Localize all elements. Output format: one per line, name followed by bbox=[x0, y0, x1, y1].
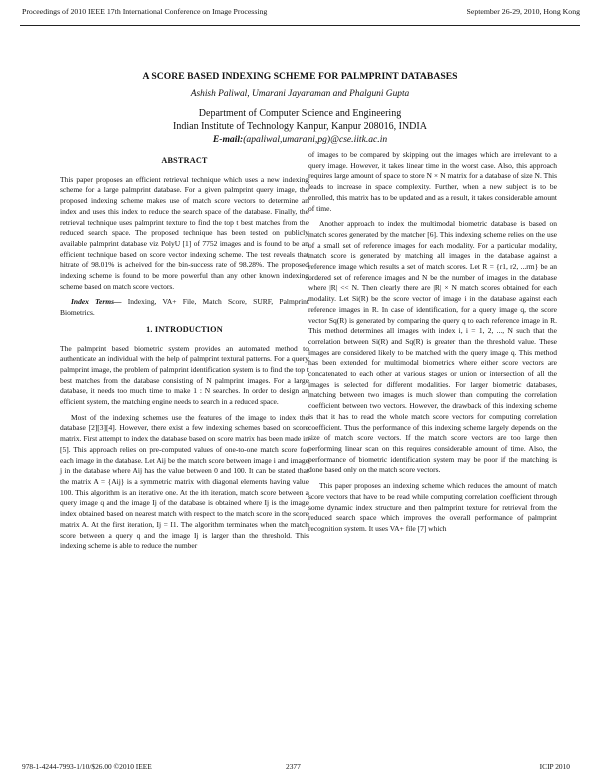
right-column bbox=[308, 150, 557, 540]
index-terms-label: Index Terms— bbox=[71, 297, 122, 307]
abstract-text: This paper proposes an efficient retrieval technique which uses a new indexing scheme for a large palmprint database. For a given palmprint query image, the proposed indexing scheme makes use of match score vectors to determine an index and uses this index to reduce the search space of the database. Finally, the retrieval technique uses palmprint texture to find the top t best matches from the reduced search space. The proposed technique has been tested on publicly available palmprint database viz PolyU [1] of 7752 images and is found to be an efficient technique based on score vector indexing scheme. The test reveals that hitrate of 98.01% is acheived for the bin-success rate of 98.28%. The proposed indexing scheme is found to be more powerful than any other known indexing scheme based on match score vectors. bbox=[60, 174, 309, 291]
abstract-heading: ABSTRACT bbox=[161, 156, 208, 165]
affiliation-institute: Indian Institute of Technology Kanpur, Kanpur 208016, INDIA bbox=[173, 121, 427, 132]
footer-page-number: 2377 bbox=[286, 762, 301, 771]
footer-copyright: 978-1-4244-7993-1/10/$26.00 ©2010 IEEE bbox=[22, 762, 152, 771]
email-line bbox=[0, 134, 600, 145]
affiliation-department: Department of Computer Science and Engineering bbox=[198, 108, 402, 119]
right-paragraph-1: of images to be compared by skipping out the images which are irrelevant to a query image. However, it takes linear time in the worst case. Also, this approach requires large amount of space to store N × N matrix for a database of size N. This leads to increase in space complexity. Further, when a new subject is to be enrolled, this matrix has to be updated and as a result, it takes considerable amount of time. bbox=[308, 150, 557, 213]
running-header-right: September 26-29, 2010, Hong Kong bbox=[466, 7, 580, 16]
author-list: Ashish Paliwal, Umarani Jayaraman and Phalguni Gupta bbox=[190, 89, 410, 99]
intro-paragraph-2: Most of the indexing schemes use the features of the image to index the database [2][3][4]. However, there exist a few indexing schemes based on score matrix. First attempt to index the database based on score matrix has been made in [5]. This approach relies on pre-computed values of one-to-one match score for each image in the database. Let Aij be the match score between image i and image j in the database where Aij has the value between 0 and 100. It can be stated that the matrix A = {Aij} is a symmetric matrix with diagonal elements having value 100. This algorithm is an iterative one. At the ith iteration, match score between a query image q and the image Ij of the database is obtained where Ij is the image index obtained based on nearest match with respect to the match score in the score matrix A. At the first iteration, Ij = I1. The algorithm terminates when the match score between a query q and the image Ij is larger than the threshold. This indexing scheme is able to reduce the number bbox=[60, 412, 309, 551]
running-header-left: Proceedings of 2010 IEEE 17th International Conference on Image Processing bbox=[22, 7, 268, 16]
intro-heading: 1. INTRODUCTION bbox=[146, 324, 223, 334]
index-terms-text: Indexing, VA+ File, Match Score, SURF, Palmprint Biometrics. bbox=[60, 297, 309, 318]
intro-paragraph-1: The palmprint based biometric system provides an automated method to authenticate an individual with the help of palmprint textural patterns. For a query palmprint image, the problem of palmprint identification system is to find the top t best matches from the database consisting of N palmprint images. For a large database, it needs too much time to make 1 : N searches. In order to design an efficient system, the matching engine needs to search in a reduced space. bbox=[60, 343, 309, 407]
footer-venue: ICIP 2010 bbox=[539, 762, 570, 771]
email-address: (apaliwal,umarani,pg)@cse.iitk.ac.in bbox=[243, 134, 388, 145]
left-column bbox=[60, 150, 309, 557]
right-paragraph-3: This paper proposes an indexing scheme which reduces the amount of match score vectors that have to be read while computing correlation coefficient through some dynamic index structure and then palmprint texture for retrieval from the reduced search space which improves the overall performance of palmprint recognition system. It uses VA+ file [7] which bbox=[308, 481, 557, 533]
email-label: E-mail: bbox=[212, 134, 244, 145]
index-terms bbox=[60, 297, 309, 318]
right-paragraph-2: Another approach to index the multimodal biometric database is based on match scores generated by the matcher [6]. This indexing scheme relies on the use of a small set of reference images for each modality. For a particular modality, match score is generated by matching all images in the database against a reference image which results a set of match scores. Let R = {r1, r2, ...rm} be an ordered set of reference images and N be the number of images in the database where |R| << N. Then clearly there are |R| × N match scores obtained for each modality. Let Si(R) be the score vector of image i in the database against each reference images in R. In case of identification, for a query image q, the score vector Sq(R) is generated by comparing the query q to each reference image in R. This method determines all images with index i, i = 1, 2, ..., N such that the correlation between Si(R) and Sq(R) is greater than the threshold value. These images are considered likely to be matched with the query image q. This method has been extended for multimodal biometrics where either score vectors are concatenated to each other at various stages or union or intersection of all the images is selected for different modalities. For larger biometric databases, matching between two images is much slower than computing the correlation coefficient between two vectors. However, the drawback of this indexing scheme is that it has to read the whole match score vectors for computing correlation coefficient. Thus the performance of this indexing scheme largely depends on the size of match score vectors. If the match score vectors are too large then performing linear scan on this requires considerable amount of time. Also, the performance of biometric identification system may be poor if the matching is done based only on the match score vectors. bbox=[308, 219, 557, 475]
header-rule bbox=[20, 25, 580, 26]
paper-title: A SCORE BASED INDEXING SCHEME FOR PALMPRINT DATABASES bbox=[142, 71, 458, 82]
